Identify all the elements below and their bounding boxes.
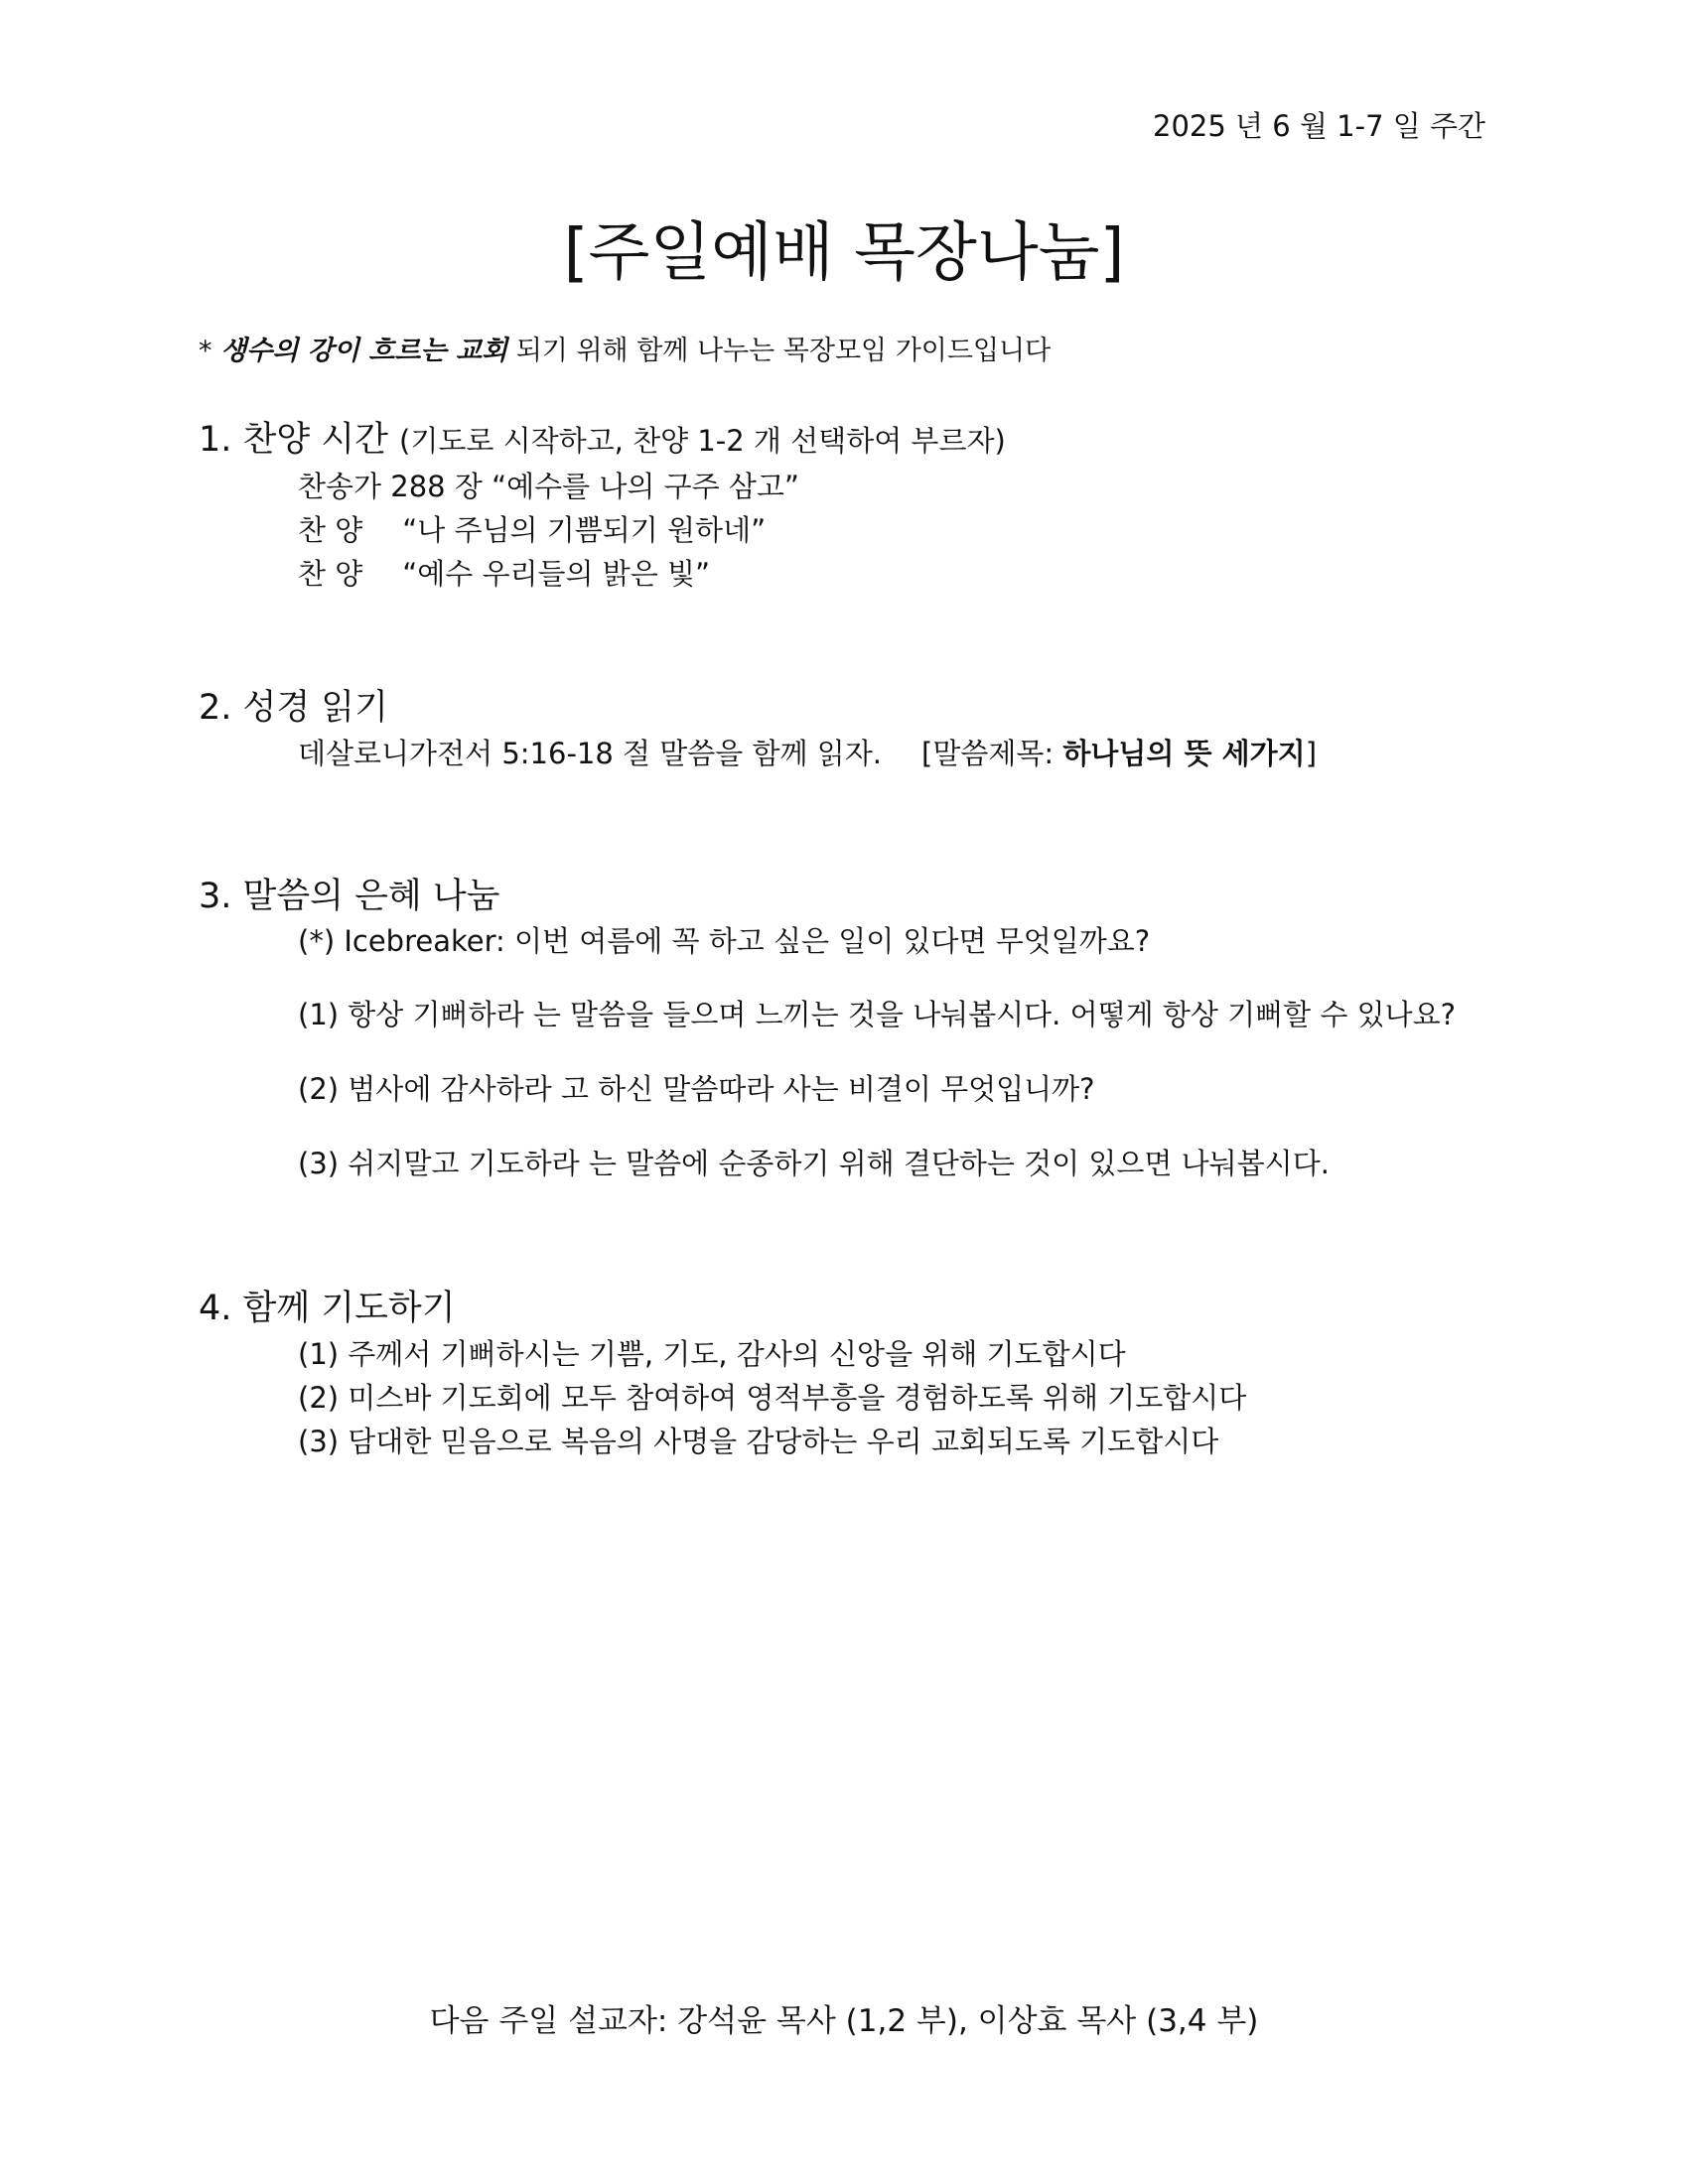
week-label: 2025 년 6 월 1-7 일 주간 [1153,109,1485,143]
prayer-item: (3) 담대한 믿음으로 복음의 사명을 감당하는 우리 교회되도록 기도합시다 [298,1425,1219,1458]
section-praise-heading [199,412,1006,462]
intro-emphasis: 생수의 강이 흐르는 교회 [220,336,508,366]
next-week-preacher: 다음 주일 설교자: 강석윤 목사 (1,2 부), 이상효 목사 (3,4 부) [429,2003,1259,2039]
sermon-title: 하나님의 뜻 세가지 [1062,737,1306,770]
song-label: 찬 양 [298,513,363,547]
sharing-question: (3) 쉬지말고 기도하라 는 말씀에 순종하기 위해 결단하는 것이 있으면 나눠봅시다. [298,1147,1330,1180]
song-item [298,508,766,549]
intro-rest: 되기 위해 함께 나누는 목장모임 가이드입니다 [515,336,1052,366]
prayer-item: (1) 주께서 기뻐하시는 기쁨, 기도, 감사의 신앙을 위해 기도합시다 [298,1337,1126,1371]
section-sharing-heading: 3. 말씀의 은혜 나눔 [199,877,500,916]
section-note: (기도로 시작하고, 찬양 1-2 개 선택하여 부르자) [399,424,1006,458]
song-title: “예수 우리들의 밝은 빛” [402,557,711,591]
section-prayer-heading: 4. 함께 기도하기 [199,1289,456,1328]
section-bible-heading: 2. 성경 읽기 [199,688,388,728]
song-item [298,465,799,505]
song-title: “나 주님의 기쁨되기 원하네” [402,513,767,547]
song-title: “예수를 나의 구주 삼고” [492,470,799,503]
page-title: [주일예배 목장나눔] [563,216,1125,290]
sermon-prefix: [말씀제목: [921,737,1055,770]
song-label: 찬 양 [298,557,363,591]
sermon-suffix: ] [1305,737,1318,770]
intro-line [199,329,1051,367]
intro-star: * [199,336,212,366]
sharing-question: (1) 항상 기뻐하라 는 말씀을 들으며 느끼는 것을 나눠봅시다. 어떻게 항상 기뻐할 수 있나요? [298,998,1457,1031]
song-item [298,552,710,593]
icebreaker-question: (*) Icebreaker: 이번 여름에 꼭 하고 싶은 일이 있다면 무엇일까요? [298,924,1151,958]
bible-passage: 데살로니가전서 5:16-18 절 말씀을 함께 읽자. [298,737,883,770]
section-heading-text: 1. 찬양 시간 [199,420,388,460]
sharing-question: (2) 범사에 감사하라 고 하신 말씀따라 사는 비결이 무엇입니까? [298,1072,1095,1106]
bible-passage-line [298,732,1317,772]
song-label: 찬송가 288 장 [298,470,483,503]
prayer-item: (2) 미스바 기도회에 모두 참여하여 영적부흥을 경험하도록 위해 기도합시다 [298,1381,1247,1415]
